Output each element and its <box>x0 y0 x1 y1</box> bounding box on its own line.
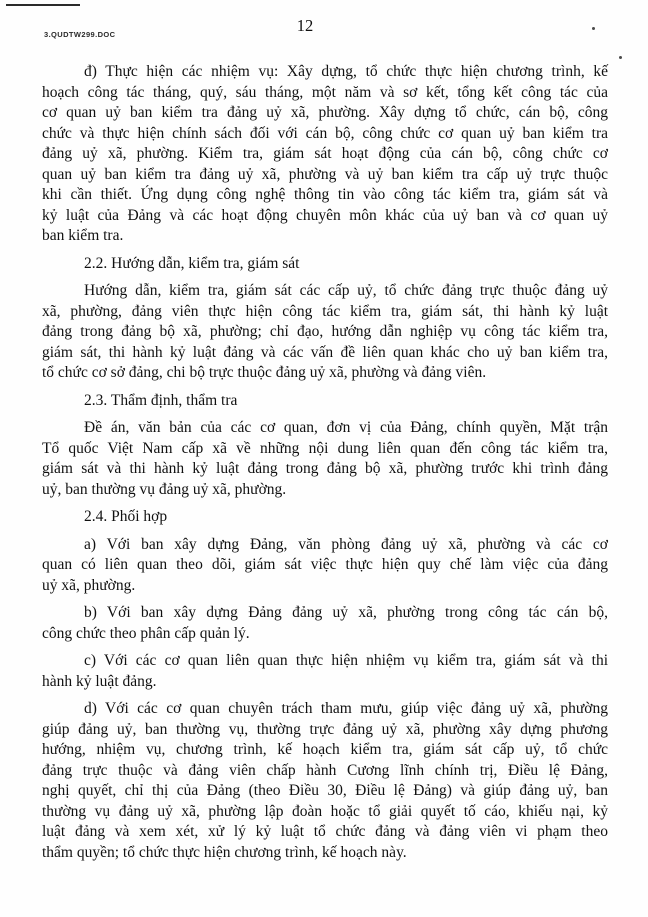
text-line: xã, phường, đảng viên thực hiện công tác kiểm tra, giám sát, thi hành kỷ luật <box>42 302 608 320</box>
paragraph <box>42 535 608 597</box>
text-line: uỷ xã, phường. <box>42 576 136 594</box>
text-line: khi cần thiết. Ứng dụng công nghệ thông tin vào công tác kiểm tra, giám sát và <box>42 186 608 203</box>
text-line: cơ quan uỷ ban kiểm tra đảng uỷ xã, phường. Xây dựng tổ chức, cán bộ, công <box>42 104 608 121</box>
section-heading: 2.2. Hướng dẫn, kiểm tra, giám sát <box>84 254 300 272</box>
section-heading: 2.4. Phối hợp <box>84 508 168 525</box>
text-line: thẩm quyền; tổ chức thực hiện chương trình, kế hoạch này. <box>42 843 407 861</box>
text-line: a) Với ban xây dựng Đảng, văn phòng đảng uỷ xã, phường và các cơ <box>84 535 608 553</box>
scan-speck <box>592 27 595 30</box>
text-line: thường vụ đảng uỷ xã, phường lập đoàn hoặc tổ giải quyết tố cáo, khiếu nại, kỷ <box>42 802 608 820</box>
paragraph <box>42 62 608 247</box>
text-line: đảng trong đảng bộ xã, phường; chỉ đạo, hướng dẫn nghiệp vụ công tác kiểm tra, <box>42 323 608 340</box>
text-line: giám sát, thi hành kỷ luật đảng và các vấn đề liên quan khác cho uỷ ban kiểm tra, <box>42 343 608 361</box>
text-line: hoạch công tác tháng, quý, sáu tháng, một năm và sơ kết, tổng kết công tác của <box>42 83 608 101</box>
text-line: b) Với ban xây dựng Đảng đảng uỷ xã, phường trong công tác cán bộ, <box>84 604 608 621</box>
text-line: giúp đảng uỷ, ban thường vụ, thường trực đảng uỷ xã, phường xây dựng phương <box>42 720 608 738</box>
text-line: hướng, nhiệm vụ, chương trình, kế hoạch kiểm tra, giám sát cấp uỷ, tổ chức <box>42 741 608 758</box>
paragraph <box>42 699 608 863</box>
text-line: đ) Thực hiện các nhiệm vụ: Xây dựng, tổ chức thực hiện chương trình, kế <box>84 63 608 80</box>
page-number: 12 <box>296 16 314 35</box>
paragraph <box>42 651 608 692</box>
document-content <box>42 62 608 870</box>
text-line: quan uỷ ban kiểm tra đảng uỷ xã, phường và uỷ ban kiểm tra cấp uỷ trực thuộc <box>42 165 608 183</box>
text-line: quan có liên quan theo dõi, giám sát việc thực hiện quy chế làm việc của đảng <box>42 556 608 573</box>
text-line: đảng uỷ xã, phường. Kiểm tra, giám sát hoạt động của cán bộ, công chức cơ <box>42 145 608 162</box>
text-line: luật đảng và xem xét, xử lý kỷ luật tổ chức đảng và đảng viên vi phạm theo <box>42 823 608 840</box>
text-line: chức và thực hiện chính sách đối với cán bộ, công chức cơ quan uỷ ban kiểm tra <box>42 124 608 142</box>
doc-filename: 3.QUDTW299.DOC <box>44 30 116 39</box>
section-heading: 2.3. Thẩm định, thẩm tra <box>84 391 238 409</box>
text-line: c) Với các cơ quan liên quan thực hiện nhiệm vụ kiểm tra, giám sát và thi <box>84 652 608 669</box>
text-line: ban kiểm tra. <box>42 227 124 244</box>
paragraph <box>42 281 608 384</box>
text-line: tổ chức cơ sở đảng, chi bộ trực thuộc đảng uỷ xã, phường và đảng viên. <box>42 364 487 381</box>
header-rule <box>6 4 80 6</box>
text-line: đảng trực thuộc và đảng viên chấp hành Cương lĩnh chính trị, Điều lệ Đảng, <box>42 761 608 779</box>
text-line: Hướng dẫn, kiểm tra, giám sát các cấp uỷ, tổ chức đảng trực thuộc đảng uỷ <box>84 282 608 299</box>
text-line: kỷ luật của Đảng và các hoạt động chuyên môn khác của uỷ ban và cơ quan uỷ <box>42 206 608 224</box>
text-line: uỷ, ban thường vụ đảng uỷ xã, phường. <box>42 480 287 498</box>
text-line: Đề án, văn bản của các cơ quan, đơn vị của Đảng, chính quyền, Mặt trận <box>84 419 608 436</box>
paragraph <box>42 603 608 644</box>
text-line: hành kỷ luật đảng. <box>42 672 157 690</box>
text-line: nghị quyết, chỉ thị của Đảng (theo Điều 30, Điều lệ Đảng) và giúp đảng uỷ, ban <box>42 782 608 799</box>
paragraph <box>42 418 608 500</box>
text-line: giám sát và thi hành kỷ luật đảng trong đảng bộ xã, phường trước khi trình đảng <box>42 460 608 477</box>
text-line: Tổ quốc Việt Nam cấp xã về những nội dung liên quan đến công tác kiểm tra, <box>42 439 608 457</box>
scan-speck <box>619 56 622 59</box>
text-line: công chức theo phân cấp quản lý. <box>42 624 250 642</box>
text-line: d) Với các cơ quan chuyên trách tham mưu, giúp việc đảng uỷ xã, phường <box>84 700 608 717</box>
